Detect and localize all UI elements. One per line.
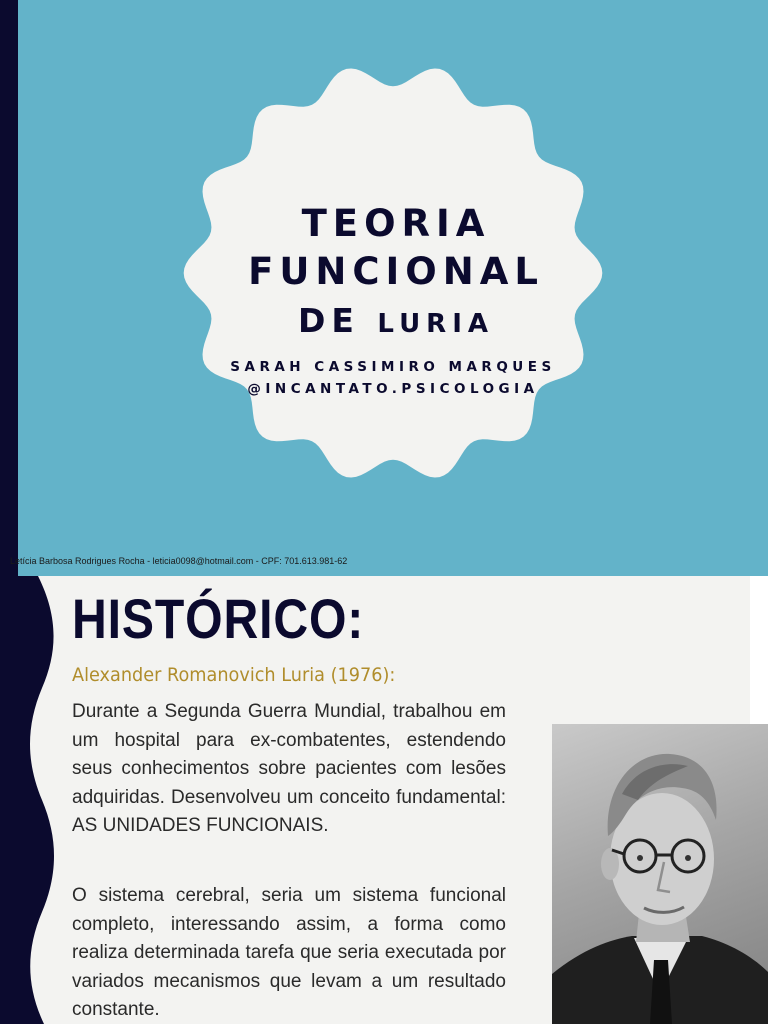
paragraph-1: Durante a Segunda Guerra Mundial, trabalhou em um hospital para ex-combatentes, estendendo seus conhecimentos sobre pacientes com lesões adquiridas. Desenvolveu um conceito fundamental: AS UNIDADES FUNCIONAIS. (72, 701, 506, 836)
section-heading: HISTÓRICO: (72, 587, 365, 650)
wave-border (0, 576, 60, 1024)
title-line-2 (174, 296, 618, 349)
title-line-1: TEORIA FUNCIONAL (248, 202, 544, 293)
portrait-photo-icon (552, 724, 768, 1024)
paragraph-2: O sistema cerebral, seria um sistema funcional completo, interessando assim, a forma como realiza determinada tarefa que seria executada por variados mecanismos que levam a um resultado constante. (72, 885, 506, 1020)
author-handle: @INCANTATO.PSICOLOGIA (247, 381, 539, 397)
section-subtitle: Alexander Romanovich Luria (1976): (72, 664, 396, 686)
title-luria: LURIA (377, 309, 494, 339)
history-slide (0, 576, 768, 1024)
slide-title (168, 200, 618, 349)
left-accent-strip (0, 0, 18, 576)
luria-portrait-photo (552, 724, 768, 1024)
title-de: DE (297, 301, 360, 340)
watermark-text: Letícia Barbosa Rodrigues Rocha - leticia0098@hotmail.com - CPF: 701.613.981-62 (10, 556, 348, 566)
author-block (168, 356, 618, 400)
author-name: SARAH CASSIMIRO MARQUES (230, 359, 556, 375)
